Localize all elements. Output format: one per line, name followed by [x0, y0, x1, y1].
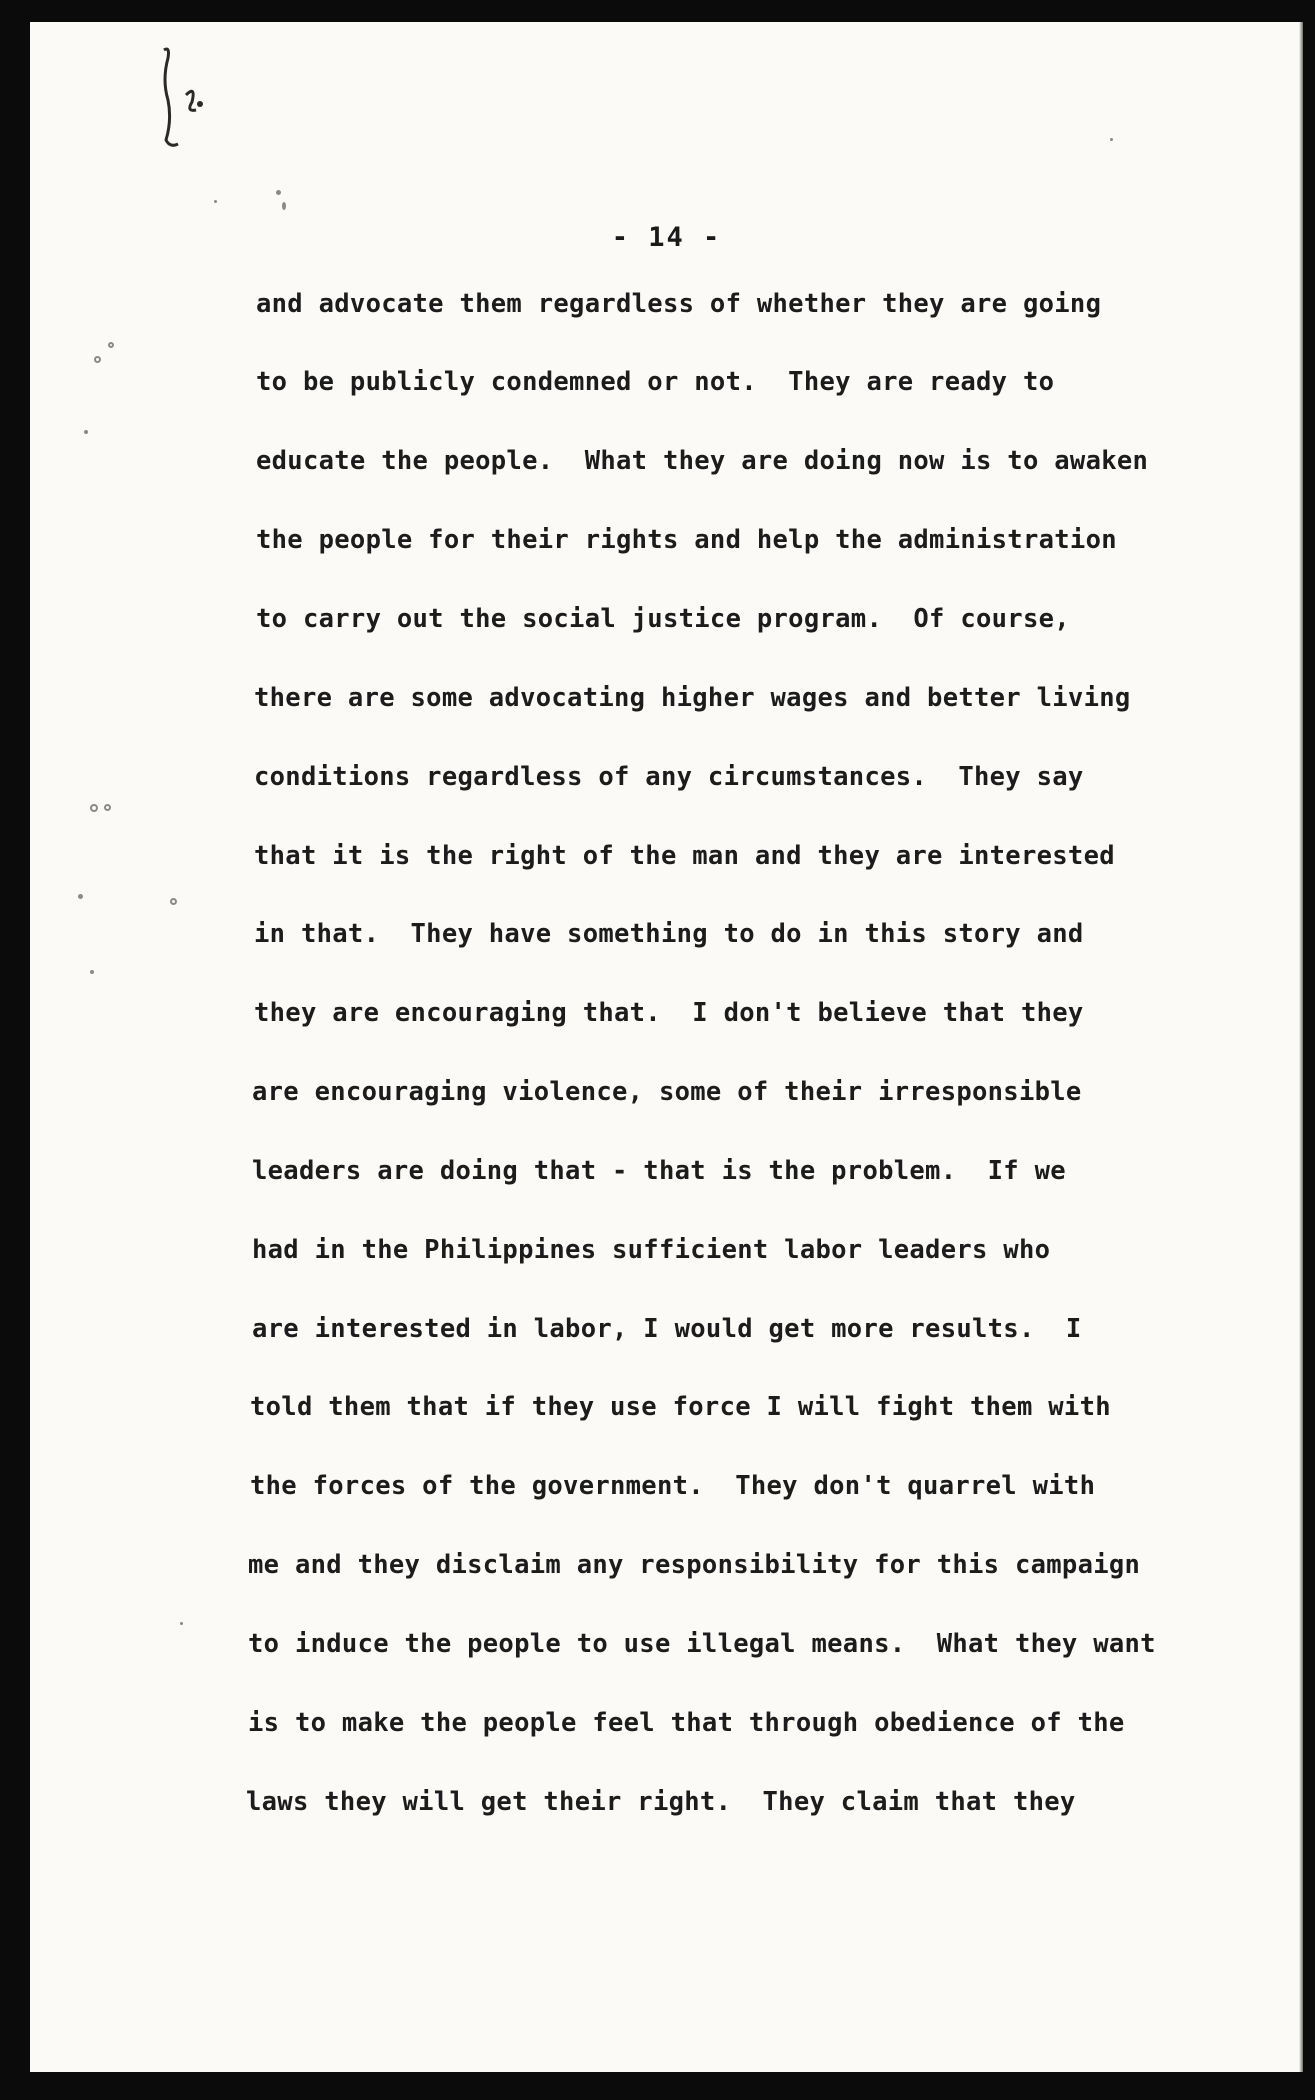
text-line: told them that if they use force I will fight them with	[250, 1392, 1111, 1422]
paper-speck	[170, 898, 177, 905]
text-line: leaders are doing that - that is the problem. If we	[252, 1156, 1066, 1186]
paper-speck	[78, 894, 83, 899]
text-line: me and they disclaim any responsibility for this campaign	[248, 1550, 1141, 1580]
page-edge-shadow	[1299, 22, 1303, 2072]
text-line: are interested in labor, I would get more results. I	[252, 1314, 1082, 1344]
text-line: in that. They have something to do in this story and	[254, 919, 1084, 949]
paper-speck	[90, 804, 98, 812]
paper-speck	[214, 200, 217, 203]
paper-speck	[282, 202, 286, 210]
text-line: they are encouraging that. I don't believe that they	[254, 998, 1084, 1028]
text-line: the forces of the government. They don't quarrel with	[250, 1471, 1096, 1501]
text-line: the people for their rights and help the administration	[256, 525, 1117, 555]
text-line: laws they will get their right. They claim that they	[246, 1787, 1076, 1817]
paper-speck	[104, 804, 111, 811]
document-page	[30, 22, 1303, 2072]
paper-speck	[276, 190, 281, 195]
page-number: - 14 -	[611, 222, 722, 253]
paper-speck	[180, 1622, 183, 1625]
text-line: educate the people. What they are doing now is to awaken	[256, 446, 1149, 476]
text-line: there are some advocating higher wages and better living	[254, 683, 1131, 713]
text-line: are encouraging violence, some of their irresponsible	[252, 1077, 1082, 1107]
paper-speck	[108, 342, 114, 348]
text-line: conditions regardless of any circumstances. They say	[254, 762, 1084, 792]
paper-speck	[84, 430, 88, 434]
text-line: had in the Philippines sufficient labor leaders who	[252, 1235, 1051, 1265]
text-line: to be publicly condemned or not. They are ready to	[256, 367, 1055, 397]
text-line: and advocate them regardless of whether they are going	[256, 289, 1102, 319]
paper-speck	[90, 970, 94, 974]
text-line: to carry out the social justice program. Of course,	[256, 604, 1070, 634]
text-line: to induce the people to use illegal means. What they want	[248, 1629, 1156, 1659]
handwritten-margin-mark	[156, 40, 216, 160]
text-line: is to make the people feel that through obedience of the	[248, 1708, 1125, 1738]
text-line: that it is the right of the man and they are interested	[254, 841, 1115, 871]
paper-speck	[94, 356, 101, 363]
paper-speck	[1110, 138, 1113, 141]
